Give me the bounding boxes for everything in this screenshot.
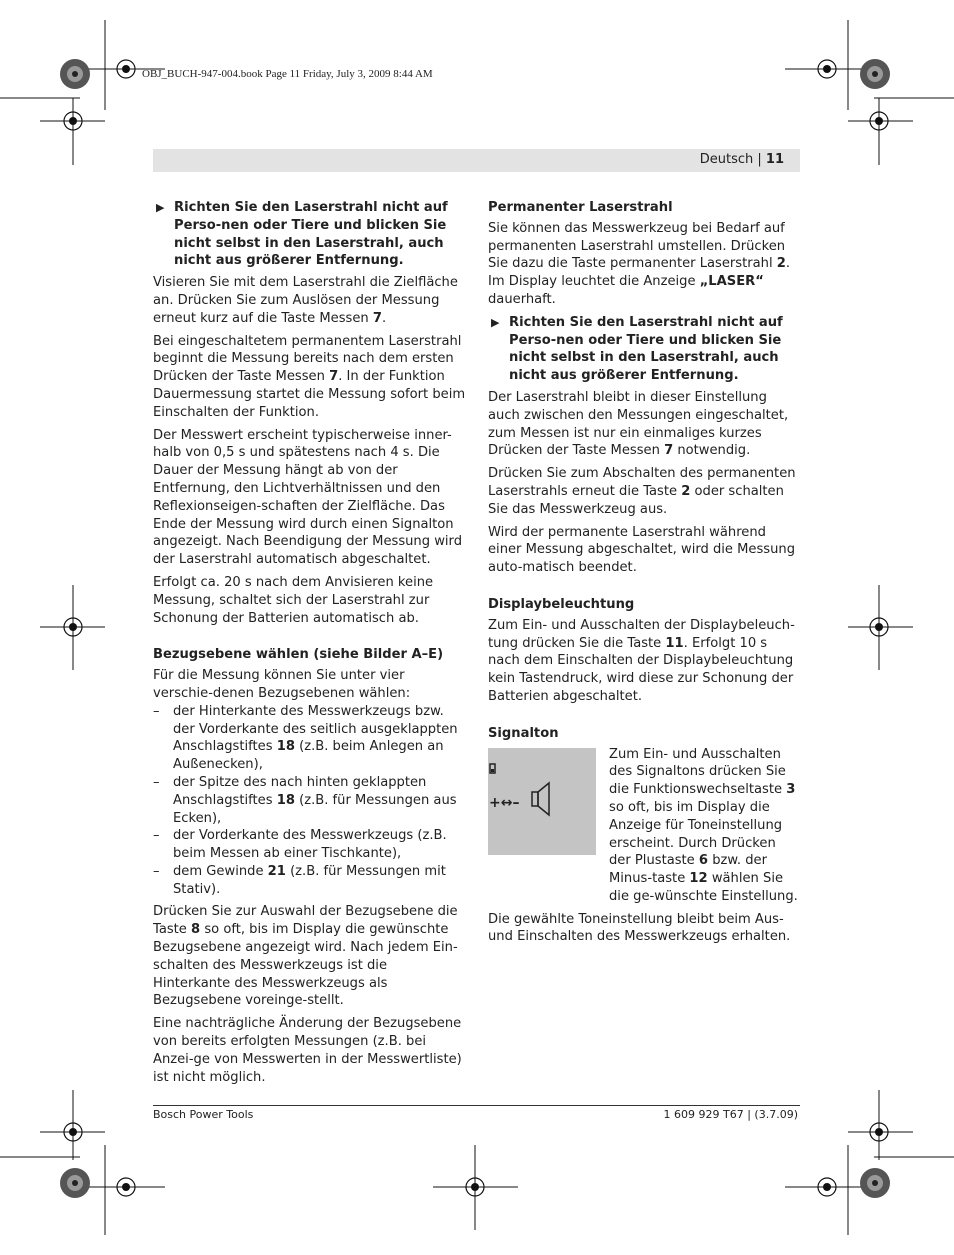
display-illustration (488, 748, 596, 855)
paragraph: Der Laserstrahl bleibt in dieser Einstellung auch zwischen den Messungen eingeschaltet, zum Messen ist nur ein einmaliges kurzes Drücken der Taste Messen 7 notwendig. (488, 389, 789, 459)
section-heading-bezugsebene: Bezugsebene wählen (siehe Bilder A–E) (153, 647, 444, 663)
warning-text: Richten Sie den Laserstrahl nicht auf Perso-nen oder Tiere und blicken Sie nicht selbst in den Laserstrahl, auch nicht aus größerer Entfernung. (509, 314, 783, 384)
section-heading-signalton: Signalton (488, 725, 559, 741)
footer-divider (153, 1105, 800, 1106)
header-section: Deutsch | (699, 152, 766, 167)
paragraph: Visieren Sie mit dem Laserstrahl die Zielfläche an. Drücken Sie zum Auslösen der Messung erneut kurz auf die Taste Messen 7. (153, 275, 458, 326)
paragraph: Drücken Sie zum Abschalten des permanenten Laserstrahls erneut die Taste 2 oder schalten Sie das Messwerkzeug aus. (488, 466, 796, 517)
page-header (700, 152, 784, 167)
warning-text: Richten Sie den Laserstrahl nicht auf Perso-nen oder Tiere und blicken Sie nicht selbst in den Laserstrahl, auch nicht aus größerer Entfernung. (174, 200, 448, 269)
paragraph: Der Messwert erscheint typischerweise inner-halb von 0,5 s und spätestens nach 4 s. Die Dauer der Messung hängt ab von der Entfernung, den Lichtverhältnissen und den Reflexionseigen-schaften der Zielfläche. Das Ende der Messung wird durch einen Signalton angezeigt. Nach Beendigung der Messung wird der Laserstrahl automatisch abgeschaltet. (153, 427, 463, 568)
right-column (488, 199, 801, 951)
left-column (153, 199, 467, 1091)
signalton-block (488, 746, 801, 906)
page-header-bar (153, 149, 800, 172)
page-number: 11 (765, 152, 784, 167)
print-header: OBJ_BUCH-947-004.book Page 11 Friday, July 3, 2009 8:44 AM (142, 68, 433, 80)
paragraph: Drücken Sie zur Auswahl der Bezugsebene die Taste 8 so oft, bis im Display die gewünschte Bezugsebene angezeigt wird. Nach jedem Ein-schalten des Messwerkzeugs ist die Hinterkante des Messwerkzeugs als Bezugsebene voreinge-stellt. (153, 904, 458, 1009)
bezugsebenen-list (153, 703, 467, 899)
paragraph: Für die Messung können Sie unter vier verschie-denen Bezugsebenen wählen: (153, 668, 411, 701)
list-item: – der Vorderkante des Messwerkzeugs (z.B. beim Messen ab einer Tischkante), (153, 828, 447, 862)
paragraph: Die gewählte Toneinstellung bleibt beim Aus- und Einschalten des Messwerkzeugs erhalten. (488, 911, 791, 945)
speaker-icon (532, 783, 549, 815)
warning-note (488, 314, 801, 385)
paragraph: Zum Ein- und Ausschalten des Signaltons drücken Sie die Funktionswechseltaste 3 so oft, bis im Display die Anzeige für Toneinstellung erscheint. Durch Drücken der Plustaste 6 bzw. der Minus-taste 12 wählen Sie die ge-wünschte Einstellung. (609, 746, 798, 904)
paragraph: Erfolgt ca. 20 s nach dem Anvisieren keine Messung, schaltet sich der Laserstrahl zur Schonung der Batterien automatisch ab. (153, 574, 434, 626)
footer-doc-number: 1 609 929 T67 | (3.7.09) (663, 1108, 798, 1121)
warning-note (153, 199, 467, 270)
warning-triangle-icon: ▶ (156, 201, 165, 214)
paragraph: Wird der permanente Laserstrahl während einer Messung abgeschaltet, wird die Messung auto-matisch beendet. (488, 524, 796, 576)
paragraph: Sie können das Messwerkzeug bei Bedarf auf permanenten Laserstrahl umstellen. Drücken Sie dazu die Taste permanenter Laserstrahl 2. Im Display leuchtet die Anzeige „LASER“ dauerhaft. (488, 220, 791, 307)
section-heading-permanenter-laserstrahl: Permanenter Laserstrahl (488, 200, 673, 215)
section-heading-displaybeleuchtung: Displaybeleuchtung (488, 596, 635, 612)
paragraph: Bei eingeschaltetem permanentem Laserstrahl beginnt die Messung bereits nach dem ersten Drücken der Taste Messen 7. In der Funktion Dauermessung startet die Messung sofort beim Einschalten der Funktion. (153, 333, 466, 420)
footer-brand: Bosch Power Tools (153, 1108, 254, 1121)
list-item: – dem Gewinde 21 (z.B. für Messungen mit Stativ). (153, 863, 446, 897)
list-item: – der Spitze des nach hinten geklappten Anschlagstiftes 18 (z.B. für Messungen aus Ecken), (153, 774, 457, 826)
display-figure (488, 748, 596, 855)
list-item: – der Hinterkante des Messwerkzeugs bzw. der Vorderkante des seitlich ausgeklappten Anschlagstiftes 18 (z.B. beim Anlegen an Außenecken), (153, 703, 458, 773)
measurement-range-symbol: +↔– (489, 794, 520, 811)
paragraph: Zum Ein- und Ausschalten der Displaybeleuch-tung drücken Sie die Taste 11. Erfolgt 10 s nach dem Einschalten der Displaybeleuchtung kein Tastendruck, wird diese zur Schonung der Batterien abgeschaltet. (488, 617, 795, 704)
paragraph: Eine nachträgliche Änderung der Bezugsebene von bereits erfolgten Messungen (z.B. bei Anzei-ge von Messwerten in der Messwertliste) ist nicht möglich. (153, 1016, 462, 1085)
warning-triangle-icon: ▶ (491, 315, 500, 329)
